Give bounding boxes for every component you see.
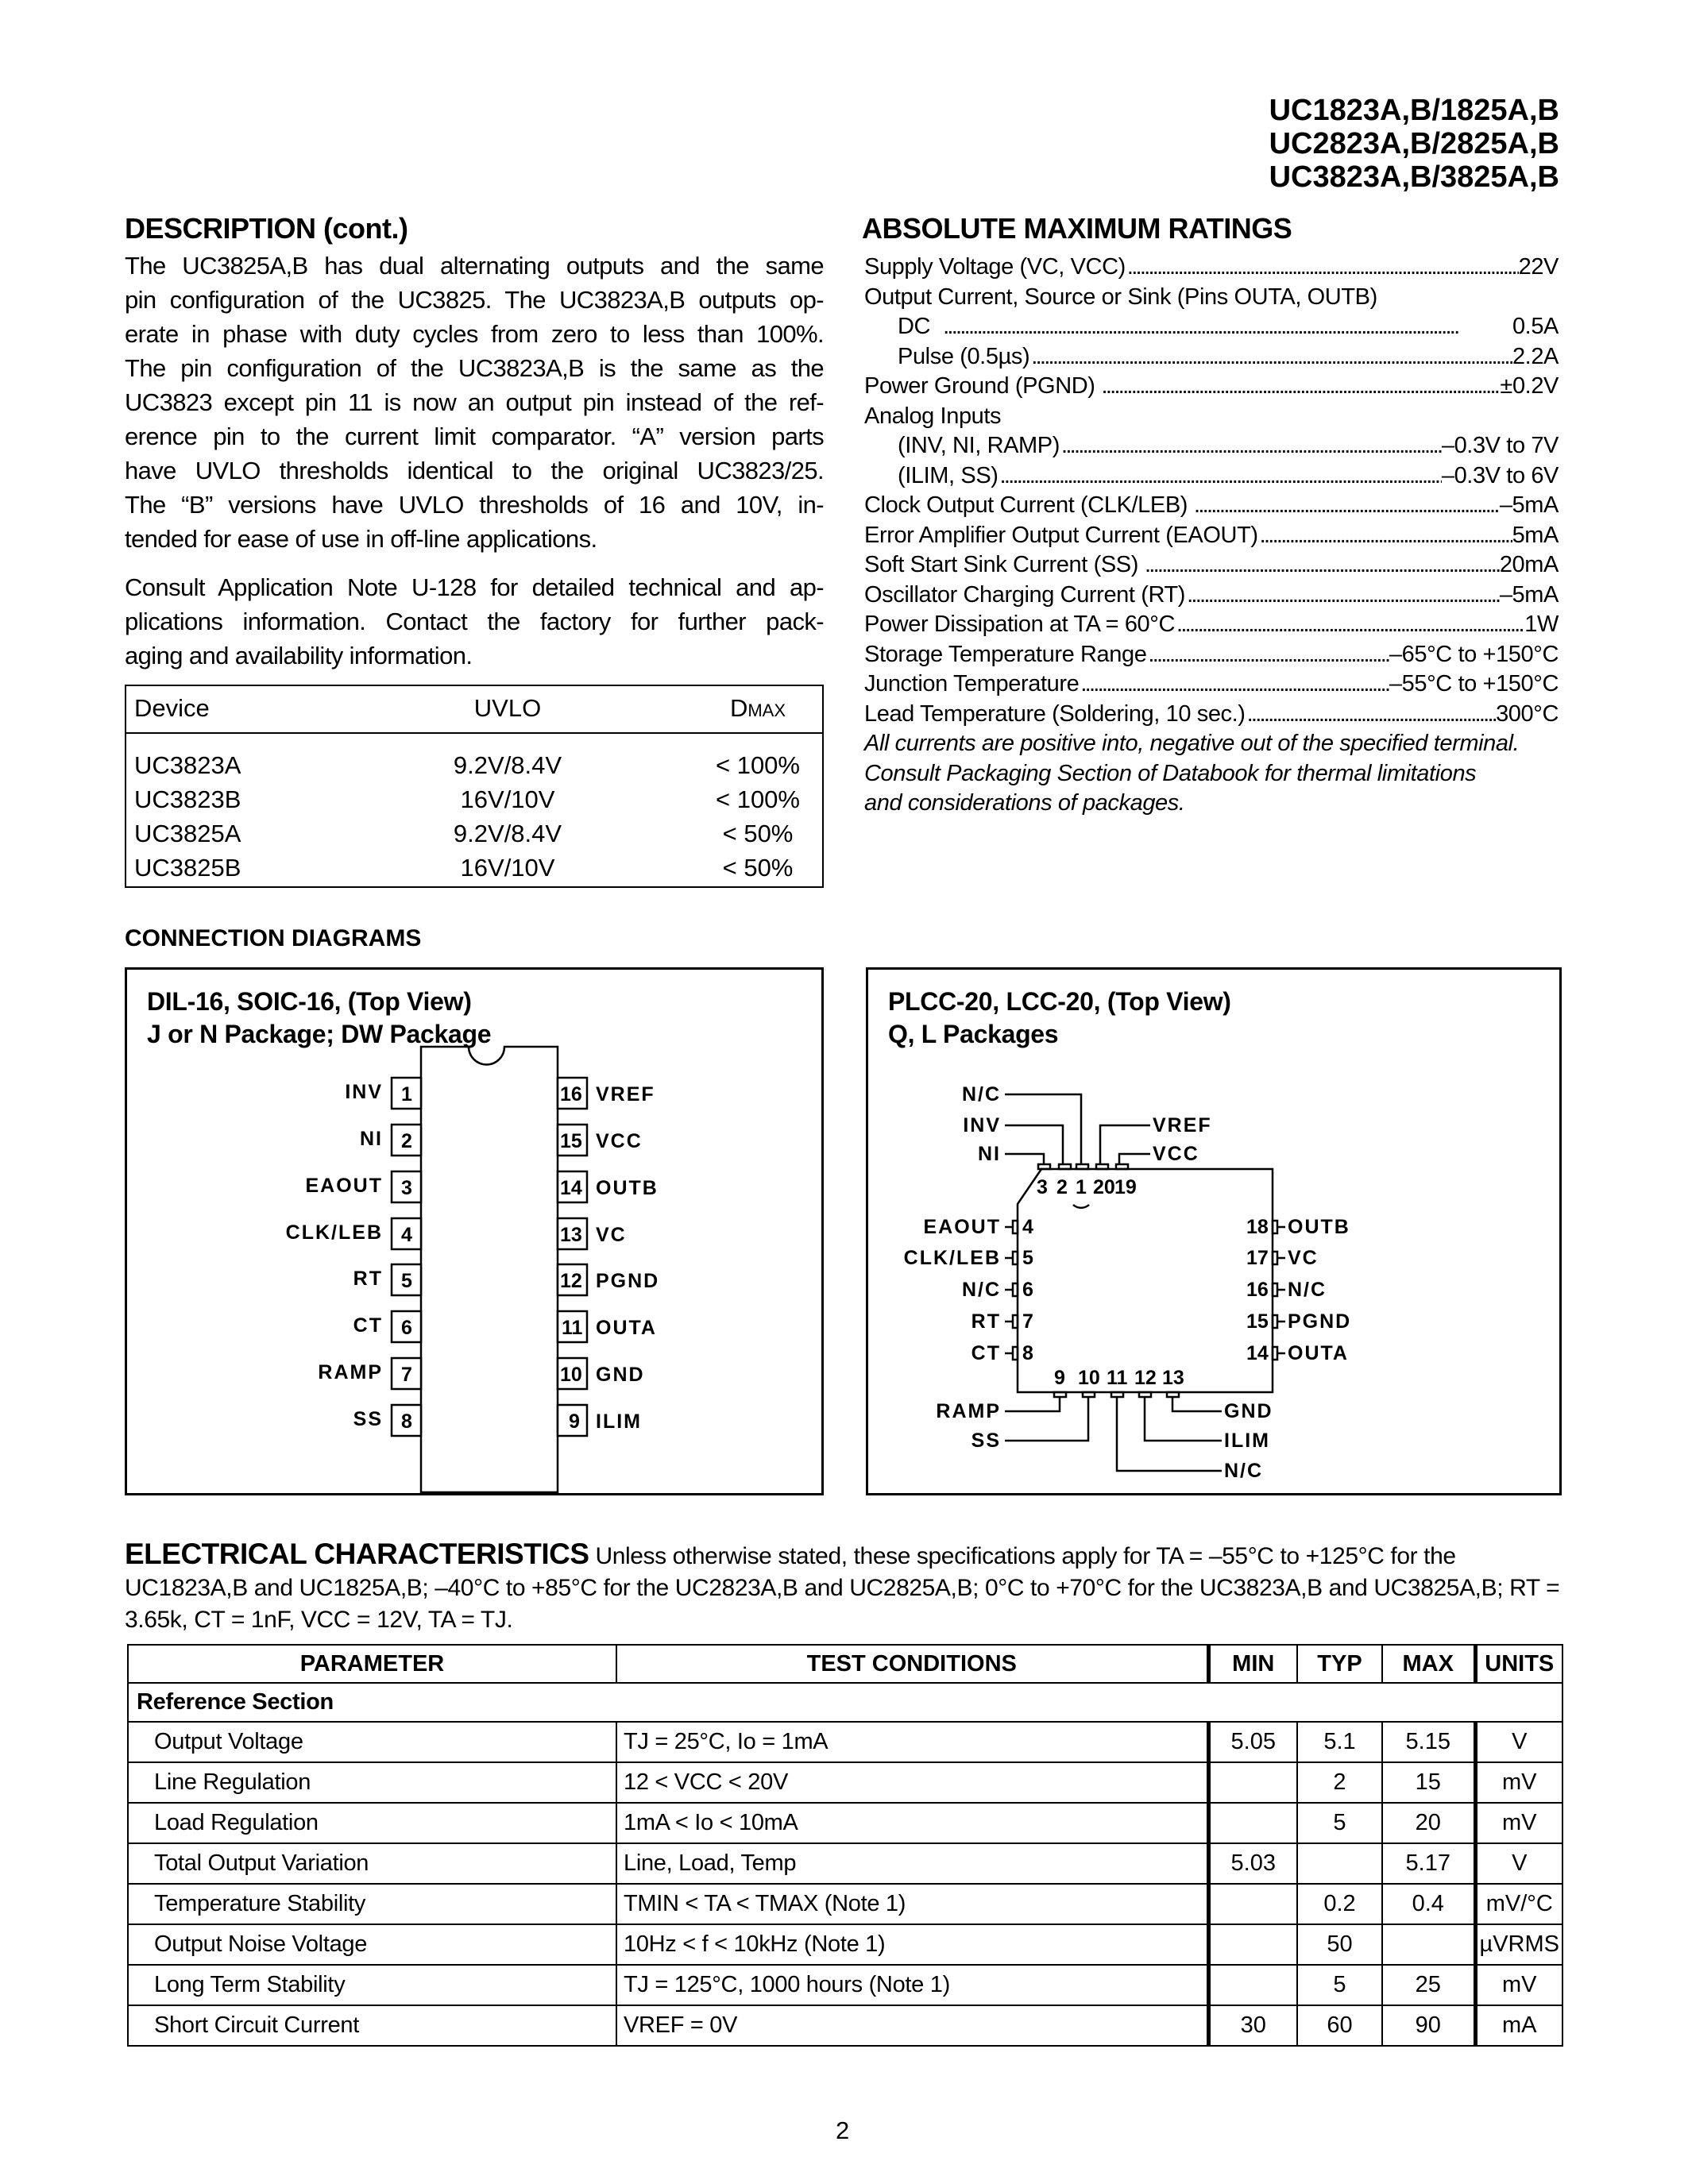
text-line: erence pin to the current limit comparator. “A” version parts	[125, 423, 824, 450]
rating-row: Lead Temperature (Soldering, 10 sec.) . . . 300°C	[864, 700, 1559, 730]
ratings-note: Consult Packaging Section of Databook for thermal limitations	[864, 760, 1477, 786]
pin-number: 1	[401, 1083, 412, 1106]
column-header: MAX	[1382, 1645, 1475, 1683]
device-table-row	[126, 748, 822, 782]
part-number-line: UC3823A,B/3825A,B	[1269, 160, 1559, 194]
pin-number: 14	[560, 1177, 582, 1199]
cell-conditions: 10Hz < f < 10kHz (Note 1)	[616, 1924, 1208, 1965]
cell-conditions: VREF = 0V	[616, 2005, 1208, 2046]
dil16-diagram-box	[125, 967, 824, 1495]
pin-label: VREF	[596, 1083, 655, 1106]
pin-label: RAMP	[318, 1361, 383, 1383]
pin-number: 15	[560, 1130, 582, 1152]
pin-number: 13	[560, 1224, 582, 1246]
cell-device: UC3825B	[134, 854, 241, 882]
pin-number: 2	[401, 1130, 412, 1152]
pin-number: 8	[401, 1410, 412, 1433]
cell-max: 25	[1382, 1965, 1475, 2005]
cell-units: mV/°C	[1475, 1884, 1562, 1924]
table-row	[128, 1884, 1562, 1924]
rating-row: Power Ground (PGND) . . . ±0.2V	[864, 372, 1559, 402]
pin-label: OUTB	[596, 1177, 659, 1199]
pin-label: VREF	[1153, 1114, 1212, 1136]
text-line: The UC3825A,B has dual alternating outputs and the same	[125, 252, 824, 280]
pin-label: INV	[963, 1114, 1001, 1136]
table-row	[128, 1843, 1562, 1884]
section-label: Reference Section	[128, 1683, 1562, 1722]
cell-parameter: Output Noise Voltage	[128, 1924, 616, 1965]
cell-min: 30	[1208, 2005, 1297, 2046]
abs-max-heading: ABSOLUTE MAXIMUM RATINGS	[862, 212, 1292, 245]
cell-max: 90	[1382, 2005, 1475, 2046]
pin-number: 10	[1078, 1367, 1100, 1389]
pin-number: 19	[1114, 1176, 1137, 1198]
pin-number: 20	[1093, 1176, 1115, 1198]
rating-row: Junction Temperature . . . –55°C to +150°C	[864, 669, 1559, 700]
header-dmax: DMAX	[729, 694, 786, 722]
pin-label: N/C	[961, 1083, 1001, 1106]
pin-number: 4	[1022, 1216, 1033, 1238]
table-row	[128, 1965, 1562, 2005]
table-row	[128, 1803, 1562, 1843]
plcc20-diagram-box	[866, 967, 1562, 1495]
pin-label: EAOUT	[305, 1175, 383, 1197]
pin-number: 4	[401, 1224, 412, 1246]
rating-row: Clock Output Current (CLK/LEB) . . . –5mA	[864, 491, 1559, 521]
cell-min	[1208, 1762, 1297, 1803]
device-table-row	[126, 851, 822, 885]
cell-min	[1208, 1803, 1297, 1843]
pin-label: GND	[596, 1364, 645, 1386]
pin-number: 16	[560, 1083, 582, 1106]
cell-units: mV	[1475, 1762, 1562, 1803]
cell-conditions: TJ = 125°C, 1000 hours (Note 1)	[616, 1965, 1208, 2005]
pin-number: 5	[1022, 1247, 1033, 1269]
pin-label: CT	[353, 1314, 383, 1337]
rating-row: Soft Start Sink Current (SS) . . . 20mA	[864, 550, 1559, 581]
pin-number: 7	[401, 1364, 412, 1386]
pin-label: PGND	[1288, 1310, 1352, 1333]
cell-typ: 5.1	[1297, 1722, 1382, 1762]
cell-max: 5.15	[1382, 1722, 1475, 1762]
rating-row: Analog Inputs	[864, 403, 1002, 429]
header-device: Device	[134, 694, 210, 722]
pin-number: 15	[1246, 1310, 1269, 1333]
pin-number: 11	[1107, 1367, 1128, 1389]
cell-dmax: < 100%	[715, 751, 800, 779]
connection-diagrams-heading: CONNECTION DIAGRAMS	[125, 925, 422, 951]
table-row	[128, 1924, 1562, 1965]
cell-max: 20	[1382, 1803, 1475, 1843]
electrical-characteristics-conditions: Unless otherwise stated, these specifications apply for TA = –55°C to +125°C for the UC1823A,B and UC1825A,B; –40°C to +85°C for the UC2823A,B and UC2825A,B; 0°C to +70°C for the UC3823A,B and UC3825A,B; RT = 3.65k, CT = 1nF, VCC = 12V, TA = TJ.	[125, 1543, 1560, 1633]
cell-device: UC3823B	[134, 785, 241, 813]
pin-label: NI	[978, 1143, 1001, 1165]
column-header: TYP	[1297, 1645, 1382, 1683]
pin-label: VC	[596, 1224, 627, 1246]
electrical-characteristics-intro	[125, 1538, 1562, 1636]
description-paragraph-2	[125, 570, 824, 673]
text-line: The “B” versions have UVLO thresholds of 16 and 10V, in-	[125, 491, 824, 519]
pin-number: 3	[1037, 1176, 1048, 1198]
pin-label: N/C	[1224, 1460, 1264, 1482]
pin-number: 9	[569, 1410, 580, 1433]
cell-parameter: Load Regulation	[128, 1803, 616, 1843]
rating-row: Output Current, Source or Sink (Pins OUTA, OUTB)	[864, 284, 1377, 310]
cell-units: V	[1475, 1722, 1562, 1762]
pin-label: GND	[1224, 1400, 1273, 1422]
dil16-title-1: DIL-16, SOIC-16, (Top View)	[147, 987, 472, 1016]
pin-label: OUTB	[1288, 1216, 1350, 1238]
cell-uvlo: 9.2V/8.4V	[453, 751, 562, 779]
pin-number: 16	[1246, 1279, 1269, 1301]
pin-label: VCC	[596, 1130, 643, 1152]
pin-label: PGND	[596, 1270, 660, 1292]
pin-label: VC	[1288, 1247, 1319, 1269]
cell-units: mV	[1475, 1803, 1562, 1843]
pin-number: 7	[1022, 1310, 1033, 1333]
cell-dmax: < 50%	[722, 854, 794, 882]
pin-label: N/C	[961, 1279, 1001, 1301]
pin-number: 2	[1056, 1176, 1068, 1198]
text-line: Consult Application Note U-128 for detailed technical and ap-	[125, 573, 824, 601]
cell-max	[1382, 1924, 1475, 1965]
column-header: MIN	[1208, 1645, 1297, 1683]
text-line: The pin configuration of the UC3823A,B is the same as the	[125, 354, 824, 382]
cell-parameter: Temperature Stability	[128, 1884, 616, 1924]
pin-number: 18	[1246, 1216, 1269, 1238]
cell-conditions: TJ = 25°C, Io = 1mA	[616, 1722, 1208, 1762]
cell-parameter: Short Circuit Current	[128, 2005, 616, 2046]
rating-row: Error Amplifier Output Current (EAOUT) . . . 5mA	[864, 521, 1559, 551]
pin-label: RT	[353, 1268, 383, 1290]
cell-max: 5.17	[1382, 1843, 1475, 1884]
device-table-header	[126, 686, 822, 734]
rating-row: Storage Temperature Range . . . –65°C to +150°C	[864, 640, 1559, 670]
ratings-note: All currents are positive into, negative out of the specified terminal.	[864, 731, 1520, 756]
pin-number: 8	[1022, 1342, 1033, 1364]
column-header: UNITS	[1475, 1645, 1562, 1683]
cell-device: UC3823A	[134, 751, 241, 779]
rating-row: (ILIM, SS) . . . –0.3V to 6V	[864, 461, 1559, 492]
dil16-title-2: J or N Package; DW Package	[147, 1020, 492, 1048]
cell-typ	[1297, 1843, 1382, 1884]
cell-uvlo: 9.2V/8.4V	[453, 820, 562, 847]
cell-min	[1208, 1924, 1297, 1965]
part-number-line: UC2823A,B/2825A,B	[1269, 127, 1559, 160]
text-line: erate in phase with duty cycles from zero to less than 100%.	[125, 320, 824, 348]
pin-label: SS	[971, 1430, 1001, 1452]
ratings-note: and considerations of packages.	[864, 790, 1185, 816]
cell-units: V	[1475, 1843, 1562, 1884]
part-number-header	[1269, 94, 1559, 194]
electrical-characteristics-heading: ELECTRICAL CHARACTERISTICS	[125, 1538, 589, 1570]
text-line: tended for ease of use in off-line applications.	[125, 525, 597, 553]
rating-row: Supply Voltage (VC, VCC) . . . 22V	[864, 253, 1559, 283]
pin-label: INV	[345, 1081, 383, 1103]
cell-dmax: < 100%	[715, 785, 800, 813]
cell-conditions: 12 < VCC < 20V	[616, 1762, 1208, 1803]
pin-number: 3	[401, 1177, 412, 1199]
pin-label: CLK/LEB	[285, 1221, 383, 1244]
rating-row: DC . . . 0.5A	[864, 312, 1559, 342]
cell-max: 0.4	[1382, 1884, 1475, 1924]
pin-number: 6	[401, 1317, 412, 1339]
pin-number: 17	[1246, 1247, 1269, 1269]
cell-typ: 60	[1297, 2005, 1382, 2046]
description-paragraph-1	[125, 249, 824, 556]
pin-label: SS	[353, 1408, 383, 1430]
cell-typ: 50	[1297, 1924, 1382, 1965]
cell-max: 15	[1382, 1762, 1475, 1803]
cell-parameter: Long Term Stability	[128, 1965, 616, 2005]
pin-number: 14	[1246, 1342, 1269, 1364]
device-table-row	[126, 816, 822, 851]
cell-conditions: 1mA < Io < 10mA	[616, 1803, 1208, 1843]
table-header-row	[128, 1645, 1562, 1683]
cell-typ: 2	[1297, 1762, 1382, 1803]
dil16-package-outline	[127, 970, 821, 1493]
text-line: aging and availability information.	[125, 642, 473, 669]
pin-number: 6	[1022, 1279, 1033, 1301]
cell-conditions: TMIN < TA < TMAX (Note 1)	[616, 1884, 1208, 1924]
cell-typ: 5	[1297, 1965, 1382, 2005]
cell-typ: 5	[1297, 1803, 1382, 1843]
table-row	[128, 1762, 1562, 1803]
description-heading: DESCRIPTION (cont.)	[125, 212, 408, 245]
pin-label: VCC	[1153, 1143, 1199, 1165]
pin-number: 11	[562, 1317, 583, 1339]
cell-parameter: Output Voltage	[128, 1722, 616, 1762]
electrical-characteristics-table	[127, 1644, 1563, 2047]
plcc20-title-1: PLCC-20, LCC-20, (Top View)	[888, 987, 1231, 1016]
cell-min	[1208, 1965, 1297, 2005]
cell-min: 5.03	[1208, 1843, 1297, 1884]
cell-units: µVRMS	[1475, 1924, 1562, 1965]
cell-typ: 0.2	[1297, 1884, 1382, 1924]
cell-parameter: Total Output Variation	[128, 1843, 616, 1884]
table-section-row	[128, 1683, 1562, 1722]
pin-label: NI	[360, 1128, 383, 1150]
rating-row: Power Dissipation at TA = 60°C . . . 1W	[864, 610, 1559, 640]
cell-units: mV	[1475, 1965, 1562, 2005]
column-header: TEST CONDITIONS	[616, 1645, 1208, 1683]
cell-dmax: < 50%	[722, 820, 794, 847]
pin-number: 5	[401, 1270, 412, 1292]
pin-label: RT	[971, 1310, 1001, 1333]
device-table-row	[126, 782, 822, 816]
cell-device: UC3825A	[134, 820, 241, 847]
header-uvlo: UVLO	[473, 694, 542, 722]
pin-number: 1	[1076, 1176, 1087, 1198]
rating-row: Pulse (0.5µs) . . . 2.2A	[864, 342, 1559, 372]
pin-label: CT	[971, 1342, 1001, 1364]
cell-conditions: Line, Load, Temp	[616, 1843, 1208, 1884]
pin-number: 13	[1162, 1367, 1184, 1389]
column-header: PARAMETER	[128, 1645, 616, 1683]
pin-label: N/C	[1288, 1279, 1327, 1301]
plcc20-title-2: Q, L Packages	[888, 1020, 1059, 1048]
text-line: UC3823 except pin 11 is now an output pin instead of the ref-	[125, 388, 824, 416]
pin-label: ILIM	[596, 1410, 642, 1433]
text-line: have UVLO thresholds identical to the original UC3823/25.	[125, 457, 824, 484]
part-number-line: UC1823A,B/1825A,B	[1269, 94, 1559, 127]
pin-number: 10	[560, 1364, 582, 1386]
table-row	[128, 2005, 1562, 2046]
pin-number: 12	[560, 1270, 582, 1292]
cell-uvlo: 16V/10V	[460, 785, 555, 813]
cell-min	[1208, 1884, 1297, 1924]
cell-parameter: Line Regulation	[128, 1762, 616, 1803]
pin-label: RAMP	[936, 1400, 1001, 1422]
pin-number: 12	[1134, 1367, 1157, 1389]
pin-label: EAOUT	[923, 1216, 1001, 1238]
table-row	[128, 1722, 1562, 1762]
pin-label: OUTA	[1288, 1342, 1349, 1364]
text-line: plications information. Contact the factory for further pack-	[125, 608, 824, 635]
rating-row: Oscillator Charging Current (RT) . . . –5mA	[864, 581, 1559, 611]
cell-units: mA	[1475, 2005, 1562, 2046]
rating-row: (INV, NI, RAMP) . . . –0.3V to 7V	[864, 431, 1559, 461]
abs-max-ratings-list	[864, 253, 1559, 819]
pin-label: CLK/LEB	[903, 1247, 1001, 1269]
cell-min: 5.05	[1208, 1722, 1297, 1762]
text-line: pin configuration of the UC3825. The UC3823A,B outputs op-	[125, 286, 824, 314]
pin-label: ILIM	[1224, 1430, 1270, 1452]
pin-label: OUTA	[596, 1317, 657, 1339]
pin-number: 9	[1054, 1367, 1065, 1389]
device-uvlo-table	[125, 685, 824, 888]
page-number: 2	[836, 2116, 850, 2144]
cell-uvlo: 16V/10V	[460, 854, 555, 882]
